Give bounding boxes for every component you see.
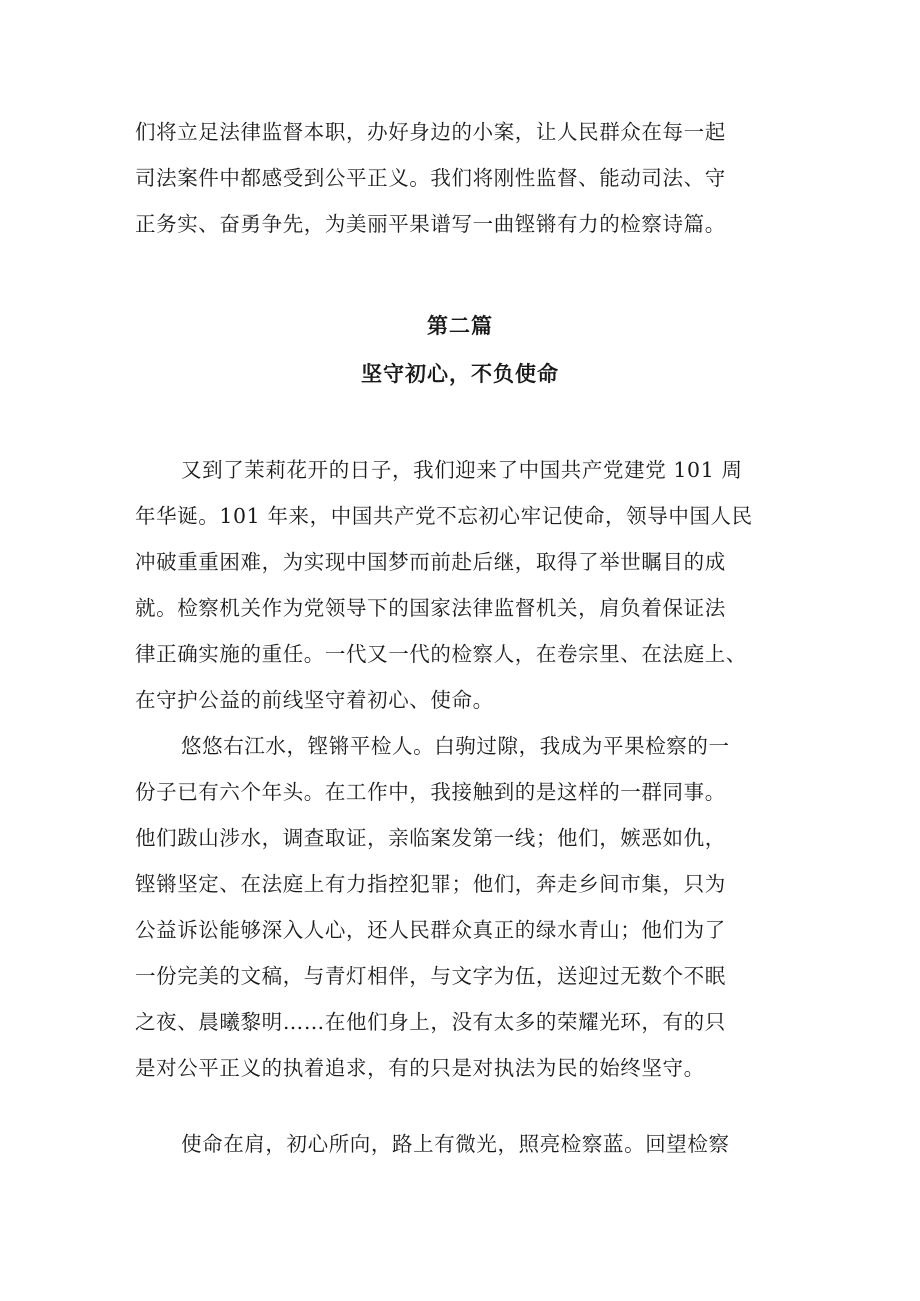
text-line: 悠悠右江水，铿锵平检人。白驹过隙，我成为平果检察的一 [181, 734, 730, 758]
chapter-title: 坚守初心，不负使命 [361, 362, 559, 386]
text-line: 年华诞。101 年来，中国共产党不忘初心牢记使命，领导中国人民 [135, 504, 753, 528]
text-line: 是对公平正义的执着追求，有的只是对执法为民的始终坚守。 [135, 1056, 705, 1080]
text-line: 份子已有六个年头。在工作中，我接触到的是这样的一群同事。 [135, 780, 726, 804]
text-line: 就。检察机关作为党领导下的国家法律监督机关，肩负着保证法 [135, 596, 726, 620]
text-line: 他们跋山涉水，调查取证，亲临案发第一线；他们，嫉恶如仇， [135, 826, 726, 850]
chapter-number: 第二篇 [427, 314, 493, 338]
intro-paragraph [135, 109, 795, 247]
paragraph-1 [135, 447, 795, 723]
paragraph-3 [135, 1121, 795, 1167]
text-line: 又到了茉莉花开的日子，我们迎来了中国共产党建党 101 周 [181, 458, 743, 482]
text-line: 在守护公益的前线坚守着初心、使命。 [135, 688, 494, 712]
text-line: 冲破重重困难，为实现中国梦而前赴后继，取得了举世瞩目的成 [135, 550, 726, 574]
text-line: 一份完美的文稿，与青灯相伴，与文字为伍，送迎过无数个不眠 [135, 964, 726, 988]
text-line: 们将立足法律监督本职，办好身边的小案，让人民群众在每一起 [135, 120, 726, 144]
text-line: 铿锵坚定、在法庭上有力指控犯罪；他们，奔走乡间市集，只为 [135, 872, 726, 896]
text-line: 司法案件中都感受到公平正义。我们将刚性监督、能动司法、守 [135, 166, 726, 190]
text-line: 正务实、奋勇争先，为美丽平果谱写一曲铿锵有力的检察诗篇。 [135, 212, 726, 236]
text-line: 律正确实施的重任。一代又一代的检察人，在卷宗里、在法庭上、 [135, 642, 747, 666]
text-line: 公益诉讼能够深入人心，还人民群众真正的绿水青山；他们为了 [135, 918, 726, 942]
text-line: 使命在肩，初心所向，路上有微光，照亮检察蓝。回望检察 [181, 1132, 730, 1156]
paragraph-2 [135, 723, 795, 1091]
text-line: 之夜、晨曦黎明……在他们身上，没有太多的荣耀光环，有的只 [135, 1010, 726, 1034]
